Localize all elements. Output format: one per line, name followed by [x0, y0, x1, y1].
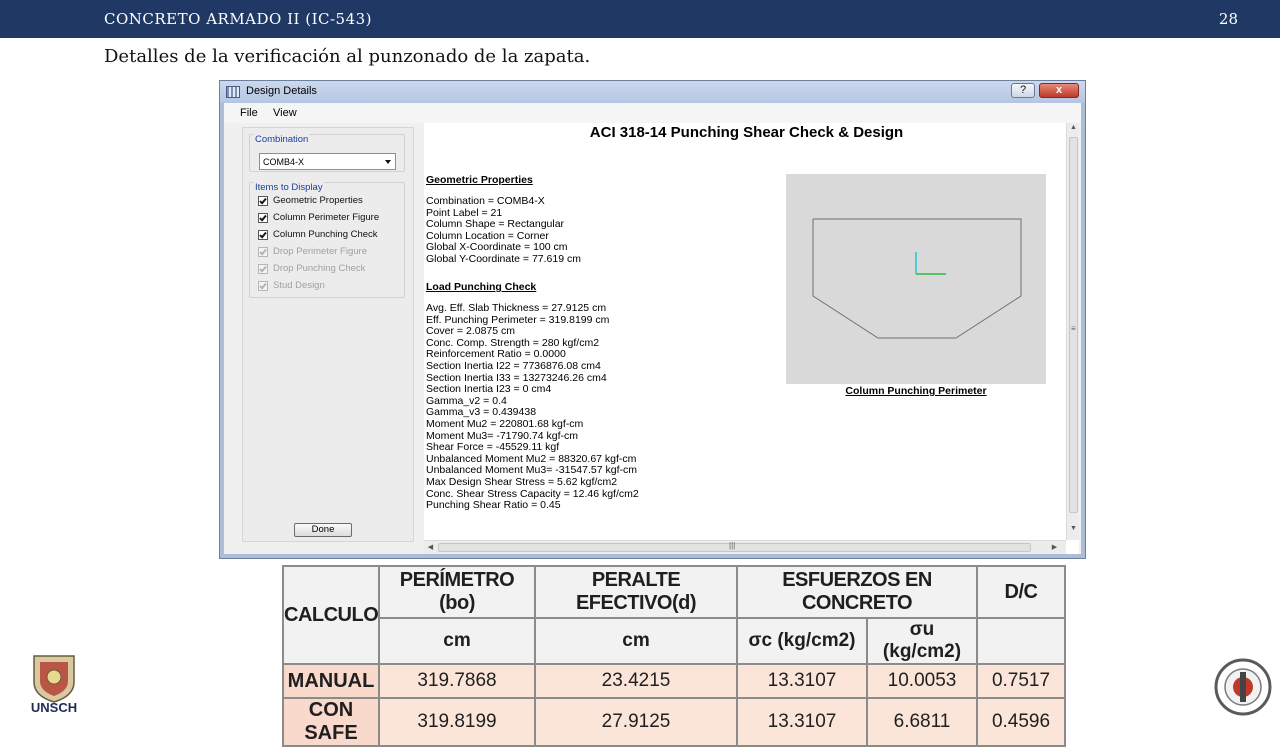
- report-line: Gamma_v3 = 0.439438: [426, 406, 537, 419]
- figure-caption: Column Punching Perimeter: [845, 385, 987, 397]
- report-line: Shear Force = -45529.11 kgf: [426, 441, 560, 454]
- horizontal-scroll-thumb[interactable]: [438, 543, 1031, 552]
- report-line: Unbalanced Moment Mu2 = 88320.67 kgf-cm: [426, 452, 637, 465]
- check-icon: [259, 214, 267, 222]
- horizontal-scrollbar[interactable]: [424, 540, 1066, 554]
- combination-group: [249, 134, 405, 172]
- checkbox-label: Column Perimeter Figure: [273, 212, 380, 223]
- unit-cell: cm: [535, 618, 737, 664]
- table-cell: 23.4215: [535, 664, 737, 698]
- table-cell: 13.3107: [737, 698, 867, 746]
- report-line: Moment Mu2 = 220801.68 kgf-cm: [426, 417, 584, 430]
- combination-value: COMB4-X: [263, 157, 305, 167]
- report-line: Unbalanced Moment Mu3= -31547.57 kgf-cm: [426, 464, 637, 477]
- punching-perimeter-figure: [786, 174, 1046, 384]
- menu-bar: [224, 103, 1081, 123]
- table-cell: 10.0053: [867, 664, 977, 698]
- scroll-left-icon[interactable]: ◀: [427, 544, 434, 551]
- combination-select[interactable]: [259, 153, 396, 170]
- report-line: Eff. Punching Perimeter = 319.8199 cm: [426, 313, 610, 326]
- checkbox-box: [258, 247, 268, 257]
- close-button[interactable]: x: [1039, 83, 1079, 98]
- table-row: [283, 698, 1065, 746]
- unsch-crest-icon: [20, 650, 88, 720]
- table-cell: 0.4596: [977, 698, 1065, 746]
- table-cell: 319.7868: [379, 664, 535, 698]
- unsch-logo: [20, 650, 88, 720]
- column-header: PERALTE EFECTIVO(d): [535, 566, 737, 618]
- checkbox-box: [258, 281, 268, 291]
- report-line: Section Inertia I22 = 7736876.08 cm4: [426, 359, 601, 372]
- checkbox-label: Column Punching Check: [273, 229, 378, 240]
- report-line: Section Inertia I33 = 13273246.26 cm4: [426, 371, 607, 384]
- done-button[interactable]: Done: [294, 523, 352, 537]
- check-icon: [259, 265, 267, 273]
- scroll-right-icon[interactable]: ▶: [1051, 544, 1058, 551]
- design-details-window: [219, 80, 1086, 559]
- checkbox-box: [258, 213, 268, 223]
- row-label: CON SAFE: [283, 698, 379, 746]
- report-line: Gamma_v2 = 0.4: [426, 394, 507, 407]
- engineering-seal-icon: [1213, 656, 1273, 718]
- check-icon: [259, 248, 267, 256]
- grip-icon: |||: [729, 541, 736, 550]
- grip-icon: ≡: [1071, 324, 1076, 333]
- report-line: Max Design Shear Stress = 5.62 kgf/cm2: [426, 475, 618, 488]
- geometric-properties-heading: Geometric Properties: [426, 174, 533, 186]
- report-line: Section Inertia I23 = 0 cm4: [426, 383, 552, 396]
- table-cell: 6.6811: [867, 698, 977, 746]
- checkbox-label: Drop Perimeter Figure: [273, 246, 367, 257]
- page-number: 28: [1218, 10, 1238, 28]
- engineering-seal-logo: [1213, 656, 1273, 718]
- unit-cell: [977, 618, 1065, 664]
- combination-label: Combination: [255, 134, 309, 145]
- load-punching-list: [426, 303, 639, 512]
- course-title: CONCRETO ARMADO II (IC-543): [104, 10, 373, 28]
- checkbox-label: Geometric Properties: [273, 195, 363, 206]
- checkbox-label: Drop Punching Check: [273, 263, 366, 274]
- vertical-scrollbar[interactable]: [1066, 123, 1079, 540]
- check-icon: [259, 197, 267, 205]
- unit-cell: cm: [379, 618, 535, 664]
- column-header: PERÍMETRO (bo): [379, 566, 535, 618]
- chevron-down-icon: [385, 160, 391, 164]
- comparison-table: [282, 565, 1066, 747]
- check-icon: [259, 282, 267, 290]
- load-punching-heading: Load Punching Check: [426, 281, 537, 293]
- report-line: Point Label = 21: [426, 206, 503, 219]
- check-icon: [259, 231, 267, 239]
- report-line: Reinforcement Ratio = 0.0000: [426, 348, 566, 361]
- geometric-properties-list: [426, 196, 581, 266]
- column-header: ESFUERZOS EN CONCRETO: [737, 566, 977, 618]
- report-line: Avg. Eff. Slab Thickness = 27.9125 cm: [426, 302, 607, 314]
- column-header: D/C: [977, 566, 1065, 618]
- scroll-down-icon[interactable]: ▼: [1070, 525, 1077, 532]
- report-line: Combination = COMB4-X: [426, 195, 545, 207]
- window-title: Design Details: [246, 85, 317, 97]
- row-header-cell: CALCULO: [283, 566, 379, 664]
- help-button[interactable]: ?: [1011, 83, 1035, 98]
- options-panel: [242, 127, 414, 542]
- logo-text: UNSCH: [30, 700, 78, 715]
- window-client: [224, 103, 1081, 554]
- checkbox-label: Stud Design: [273, 280, 325, 291]
- unit-cell: σc (kg/cm2): [737, 618, 867, 664]
- menu-file[interactable]: File: [240, 107, 258, 119]
- report-line: Column Shape = Rectangular: [426, 218, 565, 231]
- checkbox-box: [258, 196, 268, 206]
- report-line: Conc. Shear Stress Capacity = 12.46 kgf/cm2: [426, 487, 639, 500]
- report-line: Global Y-Coordinate = 77.619 cm: [426, 252, 581, 265]
- table-cell: 13.3107: [737, 664, 867, 698]
- unit-cell: σu (kg/cm2): [867, 618, 977, 664]
- report-line: Conc. Comp. Strength = 280 kgf/cm2: [426, 336, 600, 349]
- table-row: [283, 664, 1065, 698]
- table-cell: 27.9125: [535, 698, 737, 746]
- items-label: Items to Display: [255, 182, 323, 193]
- report-line: Global X-Coordinate = 100 cm: [426, 241, 568, 254]
- row-label: MANUAL: [283, 664, 379, 698]
- table-cell: 0.7517: [977, 664, 1065, 698]
- report-line: Column Location = Corner: [426, 229, 549, 242]
- checkbox-box: [258, 230, 268, 240]
- slide-subtitle: Detalles de la verificación al punzonado de la zapata.: [104, 46, 591, 67]
- report-view: [424, 123, 1079, 554]
- scroll-up-icon[interactable]: ▲: [1070, 124, 1077, 131]
- items-group: [249, 182, 405, 298]
- menu-view[interactable]: View: [273, 107, 297, 119]
- report-line: Punching Shear Ratio = 0.45: [426, 499, 561, 512]
- report-line: Cover = 2.0875 cm: [426, 325, 516, 338]
- checkbox-box: [258, 264, 268, 274]
- window-titlebar[interactable]: [220, 81, 1085, 103]
- table-cell: 319.8199: [379, 698, 535, 746]
- slide-header-bar: [0, 0, 1280, 38]
- report-line: Moment Mu3= -71790.74 kgf-cm: [426, 429, 579, 442]
- app-icon: [226, 86, 240, 98]
- perimeter-outline: [813, 219, 1021, 338]
- report-title: ACI 318-14 Punching Shear Check & Design: [589, 124, 904, 141]
- punching-perimeter-drawing: [786, 174, 1046, 384]
- vertical-scroll-thumb[interactable]: [1069, 137, 1078, 513]
